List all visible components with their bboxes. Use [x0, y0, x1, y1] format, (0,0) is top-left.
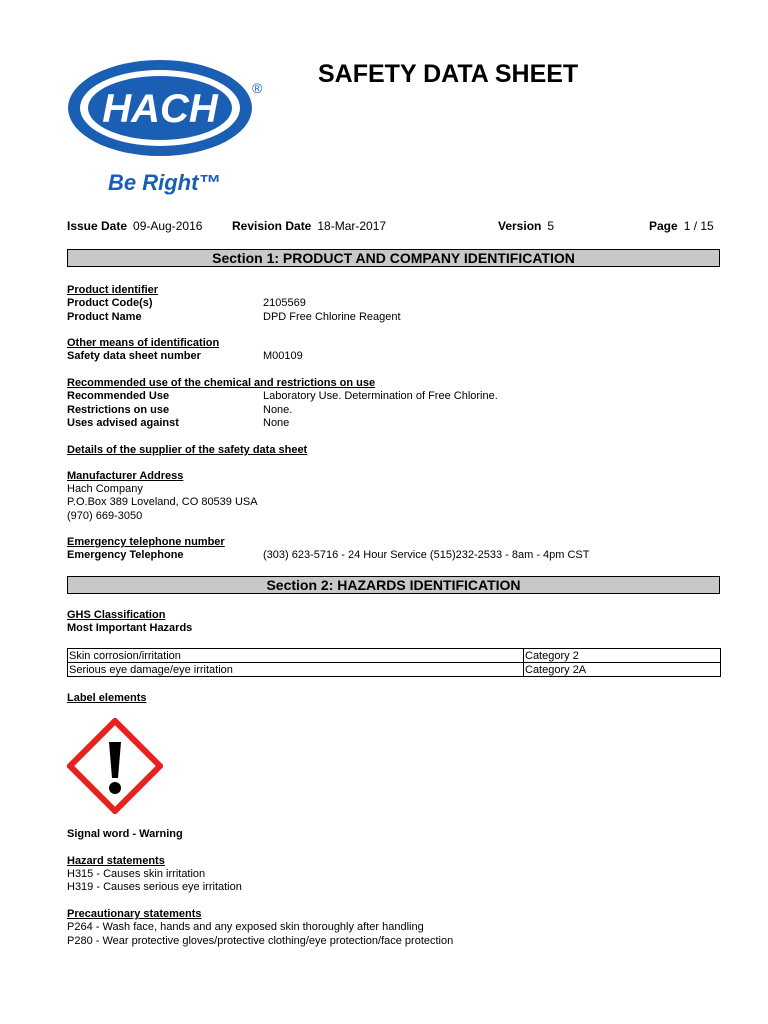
- precautionary-p264: P264 - Wash face, hands and any exposed skin thoroughly after handling: [67, 921, 424, 933]
- emergency-value: (303) 623-5716 - 24 Hour Service (515)232-2533 - 8am - 4pm CST: [263, 549, 590, 561]
- page-label: Page: [649, 219, 678, 233]
- restrictions-value: None.: [263, 404, 293, 416]
- ghs-classification-heading: GHS Classification: [67, 609, 166, 621]
- recommended-use-heading: Recommended use of the chemical and restrictions on use: [67, 377, 376, 389]
- section-1-header: Section 1: PRODUCT AND COMPANY IDENTIFICATION: [67, 249, 720, 267]
- label-elements-heading: Label elements: [67, 692, 147, 704]
- hazard-cell: Skin corrosion/irritation: [68, 649, 524, 663]
- emergency-label: Emergency Telephone: [67, 549, 184, 561]
- hach-logo: [62, 58, 272, 208]
- hazard-statement-h315: H315 - Causes skin irritation: [67, 868, 206, 880]
- address-line-3: (970) 669-3050: [67, 510, 143, 522]
- sds-number-label: Safety data sheet number: [67, 350, 201, 362]
- precautionary-heading: Precautionary statements: [67, 908, 202, 920]
- product-identifier-heading: Product identifier: [67, 284, 159, 296]
- hazard-table: [67, 648, 721, 677]
- hazard-cell: Serious eye damage/eye irritation: [68, 663, 524, 677]
- sds-number-value: M00109: [263, 350, 303, 362]
- page-number: [649, 219, 714, 233]
- precautionary-p280: P280 - Wear protective gloves/protective clothing/eye protection/face protection: [67, 935, 454, 947]
- hazard-statements-heading: Hazard statements: [67, 855, 165, 867]
- signal-word: Signal word - Warning: [67, 828, 183, 840]
- issue-date-value: 09-Aug-2016: [133, 219, 203, 233]
- logo-tagline: Be Right™: [108, 170, 221, 195]
- revision-date-value: 18-Mar-2017: [317, 219, 387, 233]
- document-title: SAFETY DATA SHEET: [318, 60, 579, 88]
- version-label: Version: [498, 219, 542, 233]
- other-means-heading: Other means of identification: [67, 337, 220, 349]
- exclamation-mark-icon: [67, 718, 163, 814]
- product-code-label: Product Code(s): [67, 297, 153, 309]
- hazard-statement-h319: H319 - Causes serious eye irritation: [67, 881, 242, 893]
- category-cell: Category 2: [524, 649, 721, 663]
- advised-against-label: Uses advised against: [67, 417, 179, 429]
- manufacturer-heading: Manufacturer Address: [67, 470, 184, 482]
- emergency-heading: Emergency telephone number: [67, 536, 225, 548]
- revision-date: [232, 219, 386, 233]
- address-line-1: Hach Company: [67, 483, 143, 495]
- registered-mark: ®: [252, 80, 263, 96]
- category-cell: Category 2A: [524, 663, 721, 677]
- supplier-heading: Details of the supplier of the safety data sheet: [67, 444, 308, 456]
- section-2-header: Section 2: HAZARDS IDENTIFICATION: [67, 576, 720, 594]
- version: [498, 219, 554, 233]
- recommended-use-value: Laboratory Use. Determination of Free Chlorine.: [263, 390, 498, 402]
- product-name-label: Product Name: [67, 311, 142, 323]
- logo-wordmark: HACH: [102, 87, 218, 131]
- table-row: [68, 649, 721, 663]
- revision-date-label: Revision Date: [232, 219, 312, 233]
- address-line-2: P.O.Box 389 Loveland, CO 80539 USA: [67, 496, 258, 508]
- product-code-value: 2105569: [263, 297, 306, 309]
- issue-date-label: Issue Date: [67, 219, 128, 233]
- page-value: 1 / 15: [683, 219, 714, 233]
- restrictions-label: Restrictions on use: [67, 404, 170, 416]
- most-important-hazards: Most Important Hazards: [67, 622, 193, 634]
- product-name-value: DPD Free Chlorine Reagent: [263, 311, 401, 323]
- issue-date: [67, 219, 202, 233]
- advised-against-value: None: [263, 417, 290, 429]
- recommended-use-label: Recommended Use: [67, 390, 170, 402]
- table-row: [68, 663, 721, 677]
- version-value: 5: [547, 219, 555, 233]
